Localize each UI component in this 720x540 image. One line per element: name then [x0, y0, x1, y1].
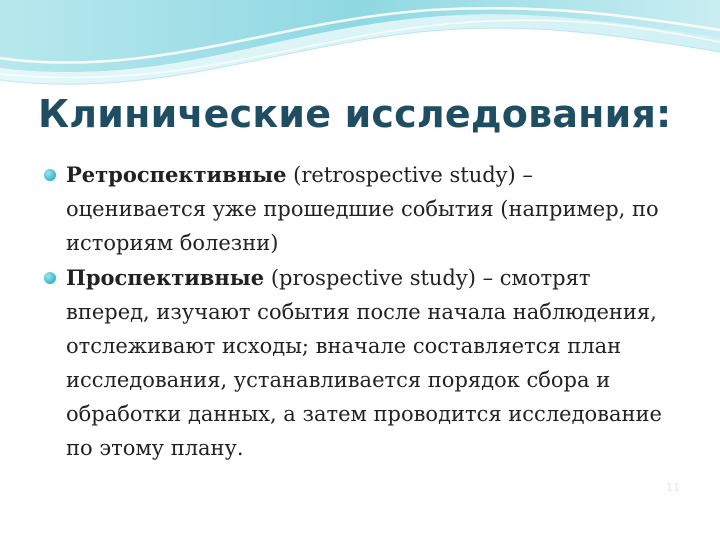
- bullet-term: Проспективные: [66, 265, 265, 290]
- bullet-icon: [44, 169, 56, 181]
- page-number: 11: [666, 481, 680, 494]
- bullet-item-retrospective: [44, 158, 664, 260]
- bullet-text: (prospective study) – смотрят вперед, изучают события после начала наблюдения, отслеживают исходы; вначале составляется план исследования, устанавливается порядок сбора и обработки данных, а затем проводится исследование по этому плану.: [66, 266, 662, 460]
- bullet-item-prospective: [44, 261, 664, 465]
- header-wave-decoration: [0, 0, 720, 90]
- bullet-text: (retrospective study) – оценивается уже прошедшие события (например, по историям болезни): [66, 163, 659, 255]
- bullet-list: [44, 158, 664, 466]
- slide-title: Клинические исследования:: [38, 92, 672, 136]
- bullet-icon: [44, 272, 56, 284]
- bullet-term: Ретроспективные: [66, 162, 287, 187]
